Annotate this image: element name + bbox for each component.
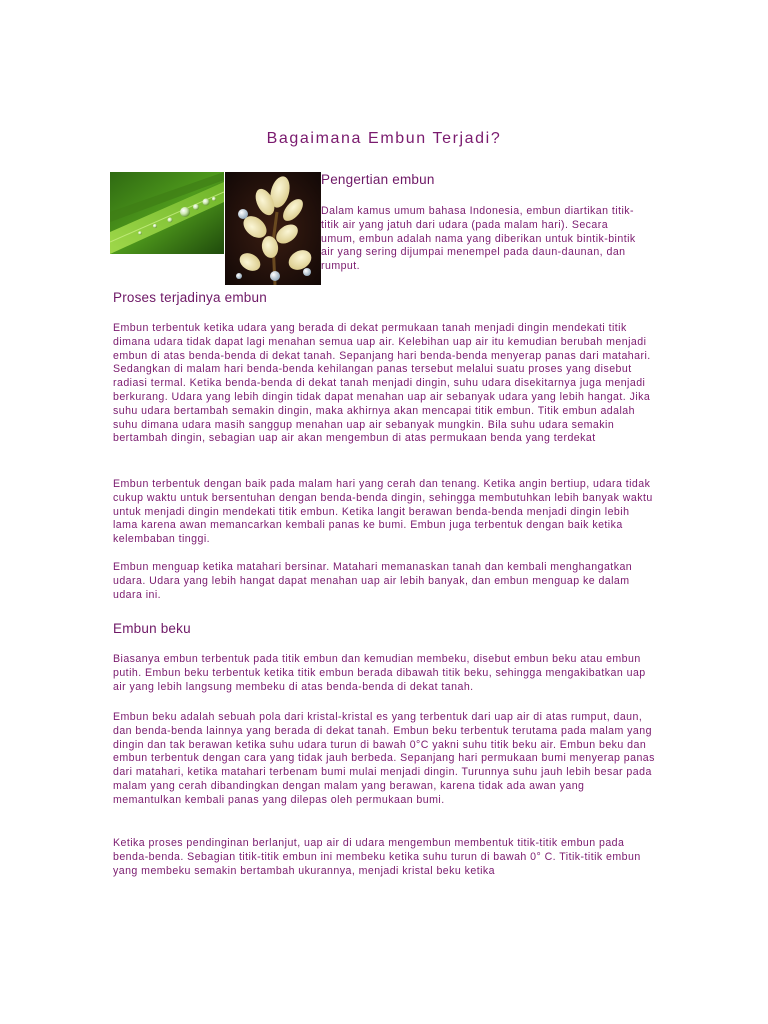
beku-paragraph-1: Biasanya embun terbentuk pada titik embun dan kemudian membeku, disebut embun beku atau embun putih. Embun beku terbentuk ketika titik embun berada dibawah titik beku, sehingga mengakibatkan uap air yang lebih langsung membeku di atas benda-benda di dekat tanah. [113, 653, 646, 693]
proses-paragraph-3: Embun menguap ketika matahari bersinar. Matahari memanaskan tanah dan kembali menghangatkan udara. Udara yang lebih hangat dapat menahan uap air lebih banyak, dan embun menguap ke dalam udara ini. [113, 561, 633, 601]
flower-dew-photo [225, 172, 321, 285]
proses-paragraph-1: Embun terbentuk ketika udara yang berada di dekat permukaan tanah menjadi dingin mendekati titik dimana udara tidak dapat lagi menahan semua uap air. Kelebihan uap air itu kemudian berubah menjadi embun di atas benda-benda di dekat tanah. Sepanjang hari benda-benda menyerap panas dari matahari. Sedangkan di malam hari benda-benda kehilangan panas tersebut melalui suatu proses yang disebut radiasi termal. Ketika benda-benda di dekat tanah menjadi dingin, suhu udara disekitarnya juga menjadi berkurang. Udara yang lebih dingin tidak dapat menahan uap air sebanyak udara yang lebih hangat. Jika suhu udara bertambah semakin dingin, maka akhirnya akan mencapai titik embun. Titik embun adalah suhu dimana udara masih sanggup menahan uap air sebanyak mungkin. Bila suhu udara semakin bertambah dingin, sebagian uap air akan mengembun di atas permukaan benda yang terdekat [113, 322, 651, 445]
leaf-dew-photo [110, 172, 224, 254]
heading-embun-beku: Embun beku [113, 621, 191, 636]
pengertian-paragraph: Dalam kamus umum bahasa Indonesia, embun diartikan titik-titik air yang jatuh dari udara (pada malam hari). Secara umum, embun adalah nama yang diberikan untuk bintik-bintik air yang sering dijumpai menempel pada daun-daunan, dan rumput. [321, 205, 636, 273]
proses-paragraph-2: Embun terbentuk dengan baik pada malam hari yang cerah dan tenang. Ketika angin bertiup, udara tidak cukup waktu untuk bersentuhan dengan benda-benda dingin, sehingga membutuhkan lebih banyak waktu untuk menjadi dingin mendekati titik embun. Ketika langit berawan benda-benda menjadi dingin lebih lama karena awan memancarkan kembali panas ke bumi. Embun juga terbentuk dengan baik ketika kelembaban tinggi. [113, 478, 653, 546]
heading-pengertian-embun: Pengertian embun [321, 172, 435, 187]
heading-proses-terjadinya-embun: Proses terjadinya embun [113, 290, 267, 305]
beku-paragraph-2: Embun beku adalah sebuah pola dari kristal-kristal es yang terbentuk dari uap air di atas rumput, daun, dan benda-benda lainnya yang berada di dekat tanah. Embun beku terbentuk terutama pada malam yang dingin dan tak berawan ketika suhu udara turun di bawah 0°C yakni suhu titik beku air. Embun beku dan embun terbentuk dengan cara yang tidak jauh berbeda. Sepanjang hari permukaan bumi menyerap panas dari matahari, ketika matahari terbenam bumi mulai menjadi dingin. Turunnya suhu jauh lebih besar pada malam yang cerah dibandingkan dengan malam yang berawan, karena tidak ada awan yang memantulkan kembali panas yang dilepas oleh permukaan bumi. [113, 711, 655, 806]
beku-paragraph-3: Ketika proses pendinginan berlanjut, uap air di udara mengembun membentuk titik-titik embun pada benda-benda. Sebagian titik-titik embun ini membeku ketika suhu turun di bawah 0° C. Titik-titik embun yang membeku semakin bertambah ukurannya, menjadi kristal beku ketika [113, 837, 641, 877]
page-title: Bagaimana Embun Terjadi? [266, 130, 502, 147]
